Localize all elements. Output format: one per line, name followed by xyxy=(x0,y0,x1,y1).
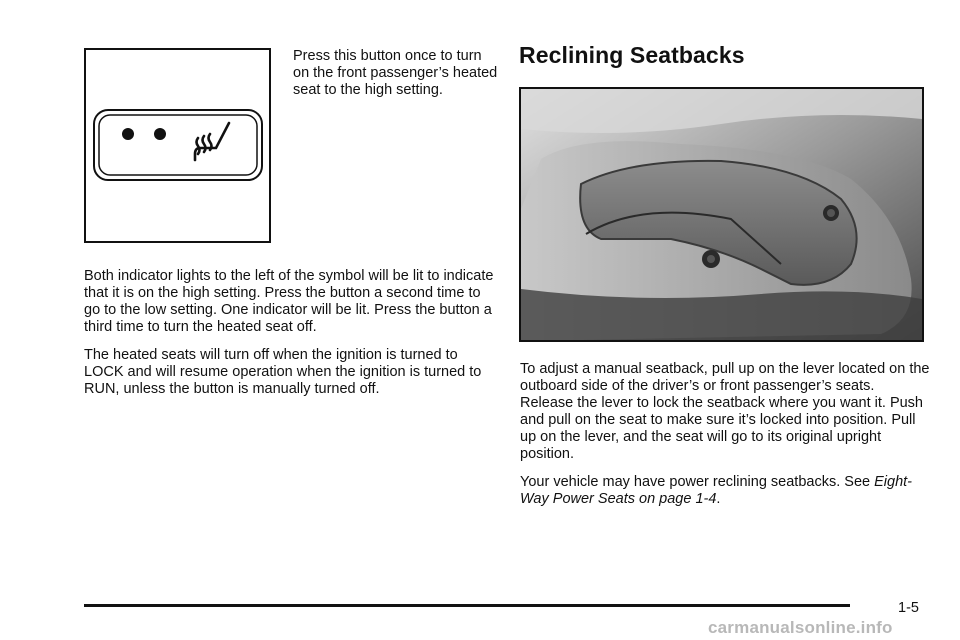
sentence-end: . xyxy=(716,491,721,507)
paragraph-manual-seatback: To adjust a manual seatback, pull up on the lever located on the outboard side of the driver’s or front passenger’s seats. Release the lever to lock the seatback where you want it. Push and pull on the seat to make sure it’s locked into position. Pull up on the lever, and the seat will go to its original upright position. xyxy=(520,361,930,462)
seatback-lever-photo xyxy=(519,87,924,342)
left-column-body xyxy=(84,268,498,409)
heated-seat-icon xyxy=(195,123,229,160)
watermark: carmanualsonline.info xyxy=(708,618,893,637)
figure-caption-text: Press this button once to turn on the front passenger’s heated seat to the high setting. xyxy=(293,48,498,98)
right-column-body xyxy=(520,361,930,519)
cross-reference-link[interactable]: Eight-Way Power Seats on page 1-4 xyxy=(520,474,912,507)
page-number: 1-5 xyxy=(898,600,919,616)
heated-seat-button-figure xyxy=(84,48,271,243)
paragraph-indicator-lights: Both indicator lights to the left of the symbol will be lit to indicate that it is on the high setting. Press the button a second time to go to the low setting. One indicator will be lit. Press the button a third time to turn the heated seat off. xyxy=(84,268,494,335)
paragraph-ignition: The heated seats will turn off when the ignition is turned to LOCK and will resume operation when the ignition is turned to RUN, unless the button is manually turned off. xyxy=(84,347,482,397)
heated-seat-button-illustration xyxy=(86,50,269,241)
figure-caption xyxy=(293,48,498,99)
indicator-light-1 xyxy=(122,128,134,140)
section-heading: Reclining Seatbacks xyxy=(519,42,745,68)
paragraph-power-seatbacks xyxy=(520,474,930,508)
power-seatbacks-text: Your vehicle may have power reclining seatbacks. See xyxy=(520,474,871,490)
indicator-light-2 xyxy=(154,128,166,140)
footer-rule xyxy=(84,604,850,607)
